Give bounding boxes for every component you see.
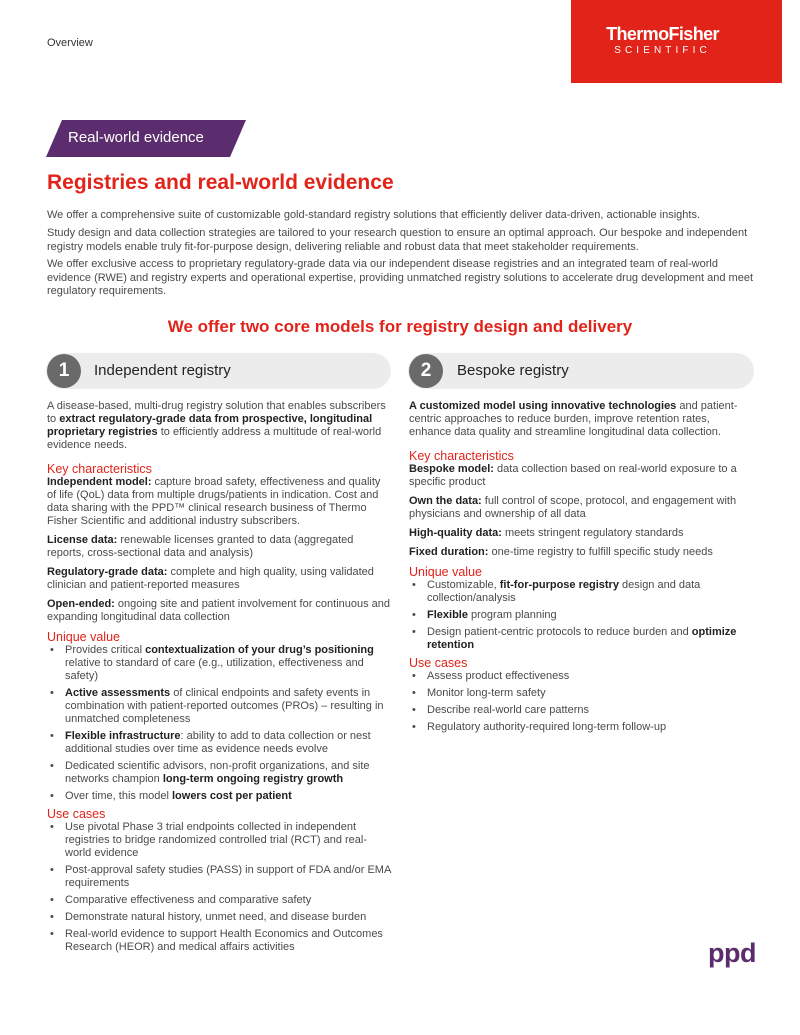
independent-registry-column bbox=[47, 400, 392, 958]
use-cases-heading: Use cases bbox=[47, 807, 106, 821]
ppd-logo: ppd bbox=[708, 938, 756, 968]
list-item: • Flexible infrastructure: ability to add to data collection or nest additional studies over time as evidence needs evolve bbox=[47, 730, 392, 756]
key-item: Fixed duration: one-time registry to fulfill specific study needs bbox=[409, 546, 713, 558]
list-item: • Customizable, fit-for-purpose registry design and data collection/analysis bbox=[409, 579, 754, 605]
independent-registry-title: Independent registry bbox=[94, 362, 231, 379]
list-item: • Dedicated scientific advisors, non-profit organizations, and site networks champion long-term ongoing registry growth bbox=[47, 760, 392, 786]
key-item: Regulatory-grade data: complete and high quality, using validated clinician and patient-reported measures bbox=[47, 566, 374, 591]
key-item: Own the data: full control of scope, protocol, and engagement with physicians and ownership of all data bbox=[409, 495, 737, 520]
bespoke-lead: A customized model using innovative technologies and patient-centric approaches to reduce burden, improve retention rates, enhance data quality and streamline longitudinal data collection. bbox=[409, 400, 738, 438]
list-item: • Flexible program planning bbox=[409, 609, 754, 622]
list-item: • Use pivotal Phase 3 trial endpoints collected in independent registries to bridge randomized controlled trial (RCT) and real-world evidence bbox=[47, 821, 392, 860]
page-title: Registries and real-world evidence bbox=[47, 171, 394, 194]
use-cases-list bbox=[409, 670, 754, 734]
core-models-heading: We offer two core models for registry design and delivery bbox=[167, 317, 633, 336]
list-item: • Real-world evidence to support Health Economics and Outcomes Research (HEOR) and medical affairs activities bbox=[47, 928, 392, 954]
intro-paragraph-3: We offer exclusive access to proprietary regulatory-grade data via our independent disease registries and an integrated team of real-world evidence (RWE) and registry experts and operational expertise, providing unmatched registry solutions to accelerate drug development and meet regulatory requirements. bbox=[47, 258, 754, 297]
list-item: • Regulatory authority-required long-term follow-up bbox=[409, 721, 754, 734]
list-item: • Provides critical contextualization of your drug’s positioning relative to standard of care (e.g., utilization, effectiveness and safety) bbox=[47, 644, 392, 683]
list-item: • Comparative effectiveness and comparative safety bbox=[47, 894, 392, 907]
key-item: Independent model: capture broad safety, effectiveness and quality of life (QoL) data from multiple drugs/patients in indication. Cost and data sharing with the PPD™ clinical research business of Thermo Fisher Scientific and additional industry subscribers. bbox=[47, 476, 381, 527]
unique-value-heading: Unique value bbox=[409, 565, 482, 579]
number-badge-1: 1 bbox=[47, 354, 81, 388]
key-item: Bespoke model: data collection based on real-world exposure to a specific product bbox=[409, 463, 737, 488]
unique-value-list bbox=[47, 644, 392, 803]
key-item: Open-ended: ongoing site and patient involvement for continuous and expanding longitudinal data collection bbox=[47, 598, 391, 623]
list-item: • Monitor long-term safety bbox=[409, 687, 754, 700]
list-item: • Over time, this model lowers cost per patient bbox=[47, 790, 392, 803]
bespoke-registry-column bbox=[409, 400, 754, 738]
unique-value-list bbox=[409, 579, 754, 652]
use-cases-list bbox=[47, 821, 392, 954]
logo-subtitle: SCIENTIFIC bbox=[614, 45, 711, 56]
section-label: Overview bbox=[47, 37, 93, 49]
intro-paragraph-1: We offer a comprehensive suite of customizable gold-standard registry solutions that efficiently deliver data-driven, actionable insights. bbox=[47, 209, 701, 221]
key-item: License data: renewable licenses granted to data (aggregated reports, cross-sectional data and analysis) bbox=[47, 534, 354, 559]
use-cases-heading: Use cases bbox=[409, 656, 468, 670]
list-item: • Describe real-world care patterns bbox=[409, 704, 754, 717]
number-badge-2: 2 bbox=[409, 354, 443, 388]
key-characteristics-heading: Key characteristics bbox=[409, 449, 514, 463]
key-item: High-quality data: meets stringent regulatory standards bbox=[409, 527, 684, 539]
unique-value-heading: Unique value bbox=[47, 630, 120, 644]
intro-paragraph-2: Study design and data collection strategies are tailored to your research question to ensure an optimal approach. Our bespoke and independent registry models enable truly fit-for-purpose design, delivering reliable and robust data that meet stakeholder requirements. bbox=[47, 227, 748, 253]
independent-lead: A disease-based, multi-drug registry solution that enables subscribers to extract regulatory-grade data from prospective, longitudinal proprietary registries to efficiently address a multitude of real-world evidence needs. bbox=[47, 400, 386, 451]
list-item: • Assess product effectiveness bbox=[409, 670, 754, 683]
key-characteristics-heading: Key characteristics bbox=[47, 462, 152, 476]
list-item: • Active assessments of clinical endpoints and safety events in combination with patient-reported outcomes (PROs) – resulting in unmatched completeness bbox=[47, 687, 392, 726]
logo-wordmark: ThermoFisher bbox=[606, 24, 719, 44]
list-item: • Demonstrate natural history, unmet need, and disease burden bbox=[47, 911, 392, 924]
category-ribbon-label: Real-world evidence bbox=[68, 129, 204, 146]
list-item: • Design patient-centric protocols to reduce burden and optimize retention bbox=[409, 626, 754, 652]
list-item: • Post-approval safety studies (PASS) in support of FDA and/or EMA requirements bbox=[47, 864, 392, 890]
bespoke-registry-title: Bespoke registry bbox=[457, 362, 569, 379]
